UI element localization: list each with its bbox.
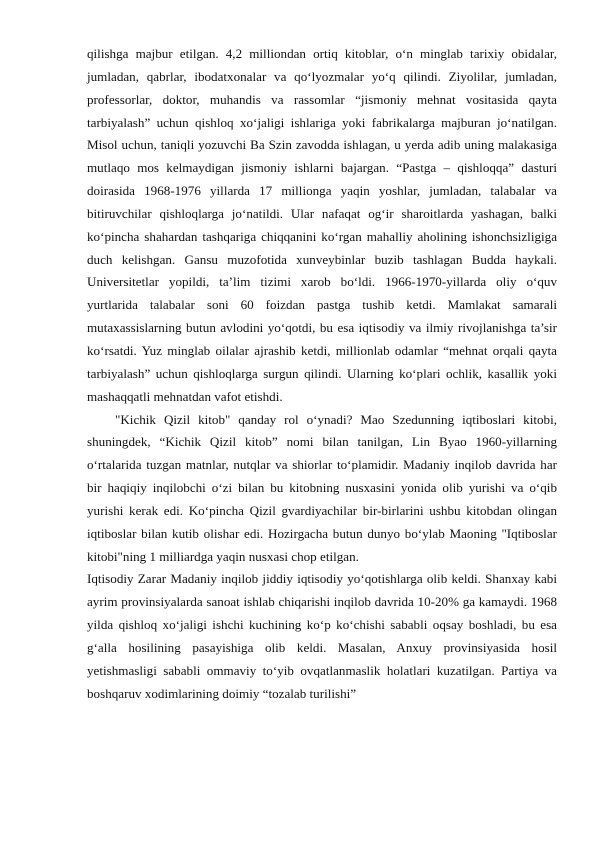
paragraph-economic-damage: Iqtisodiy Zarar Madaniy inqilob jiddiy iqtisodiy yo‘qotishlarga olib keldi. Shanxay kabi ayrim provinsiyalarda sanoat ishlab chiqarishi inqilob davrida 10-20% ga kamaydi. 1968 yilda qishloq xo‘jaligi ishchi kuchining ko‘p ko‘chishi sababli oqsay boshladi, bu esa g‘alla hosilining pasayishiga olib keldi. Masalan, Anxuy provinsiyasida hosil yetishmasligi sababli ommaviy to‘yib ovqatlanmaslik holatlari kuzatilgan. Partiya va boshqaruv xodimlarining doimiy “tozalab turilishi” xyxy=(87,571,557,701)
paragraph-cultural-revolution-consequences: qilishga majbur etilgan. 4,2 milliondan ortiq kitoblar, o‘n minglab tarixiy obidalar, jumladan, qabrlar, ibodatxonalar va qo‘lyozmalar yo‘q qilindi. Ziyolilar, jumladan, professorlar, doktor, muhandis va rassomlar “jismoniy mehnat vositasida qayta tarbiyalash” uchun qishloq xo‘jaligi ishlariga yoki fabrikalarga majburan jo‘natilgan. Misol uchun, taniqli yozuvchi Ba Szin zavodda ishlagan, u yerda adib uning malakasiga mutlaqo mos kelmaydigan jismoniy ishlarni bajargan. “Pastga – qishloqqa” dasturi doirasida 1968-1976 yillarda 17 millionga yaqin yoshlar, jumladan, talabalar va bitiruvchilar qishloqlarga jo‘natildi. Ular nafaqat og‘ir sharoitlarda yashagan, balki ko‘pincha shahardan tashqariga chiqqanini ko‘rgan mahalliy aholining ishonchsizligiga duch kelishgan. Gansu muzofotida xunveybinlar buzib tashlagan Budda haykali. Universitetlar yopildi, ta’lim tizimi xarob bo‘ldi. 1966-1970-yillarda oliy o‘quv yurtlarida talabalar soni 60 foizdan pastga tushib ketdi. Mamlakat samarali mutaxassislarning butun avlodini yo‘qotdi, bu esa iqtisodiy va ilmiy rivojlanishga ta’sir ko‘rsatdi. Yuz minglab oilalar ajrashib ketdi, millionlab odamlar “mehnat orqali qayta tarbiyalash” uchun qishloqlarga surgun qilindi. Ularning ko‘plari ochlik, kasallik yoki mashaqqatli mehnatdan vafot etishdi. xyxy=(87,46,557,404)
paragraph-little-red-book: "Kichik Qizil kitob" qanday rol o‘ynadi? Mao Szedunning iqtiboslari kitobi, shuningdek, “Kichik Qizil kitob” nomi bilan tanilgan, Lin Byao 1960-yillarning o‘rtalarida tuzgan matnlar, nutqlar va shiorlar to‘plamidir. Madaniy inqilob davrida har bir haqiqiy inqilobchi o‘zi bilan bu kitobning nusxasini yonida olib yurishi va o‘qib yurishi kerak edi. Ko‘pincha Qizil gvardiyachilar bir-birlarini ushbu kitobdan olingan iqtiboslar bilan kutib olishar edi. Hozirgacha butun dunyo bo‘ylab Maoning "Iqtiboslar kitobi"ning 1 milliardga yaqin nusxasi chop etilgan. xyxy=(87,411,557,564)
document-page xyxy=(87,43,557,705)
